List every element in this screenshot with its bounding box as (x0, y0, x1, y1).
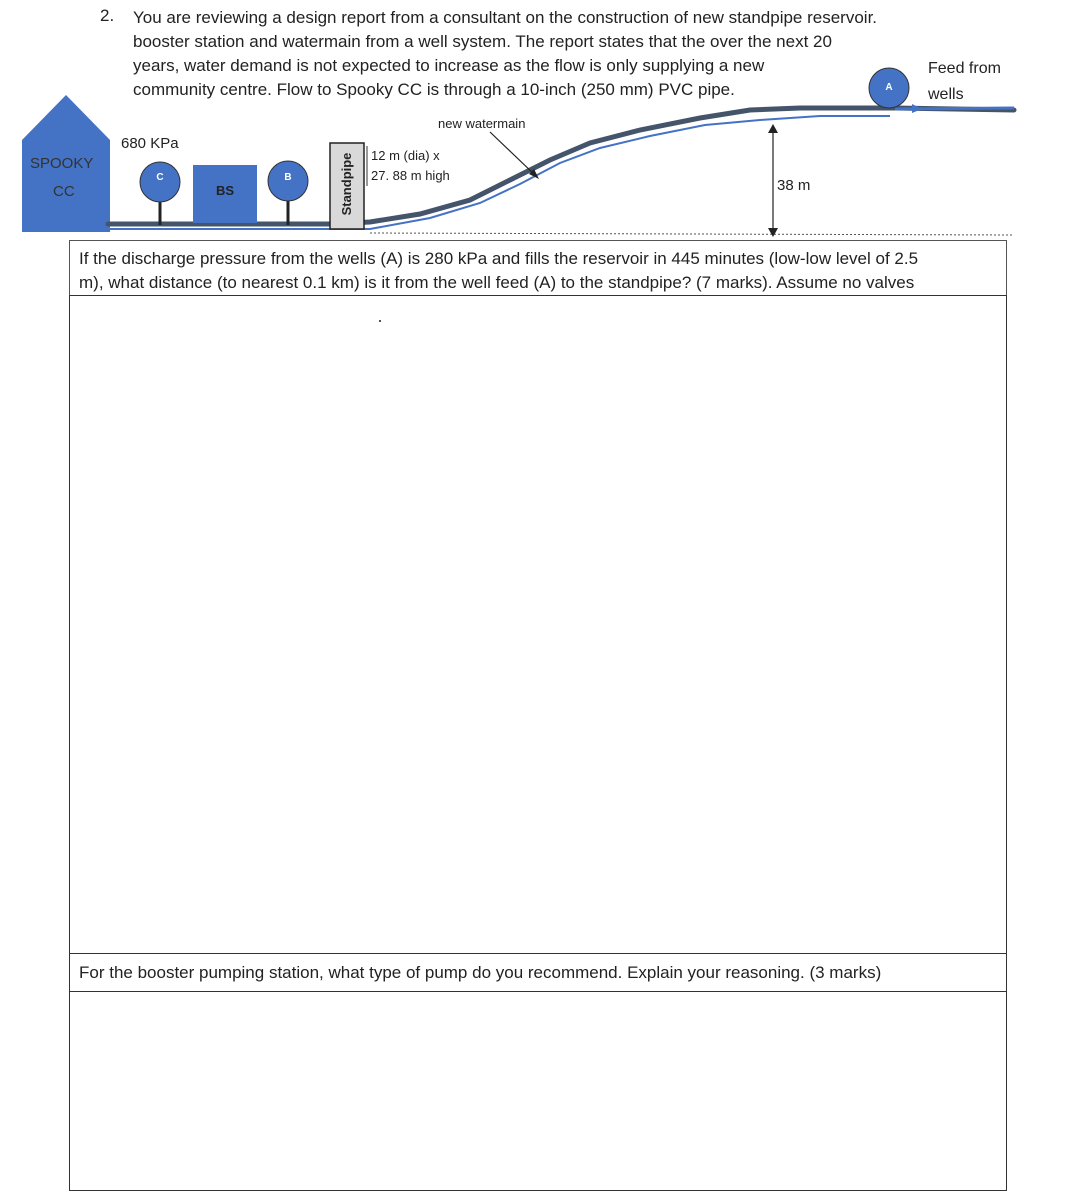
question-line-4: community centre. Flow to Spooky CC is through a 10-inch (250 mm) PVC pipe. (133, 80, 735, 99)
part-b-prompt-box (69, 953, 1007, 992)
node-c-label: C (156, 172, 164, 183)
node-b-label: B (284, 172, 292, 183)
feed-label-line2: wells (928, 86, 964, 103)
spooky-label-line2: CC (53, 183, 75, 200)
spooky-label-line1: SPOOKY (30, 155, 94, 172)
watermain-pointer (490, 132, 536, 176)
standpipe-label: Standpipe (339, 152, 354, 216)
node-a-label: A (885, 82, 893, 93)
stray-mark (379, 320, 381, 322)
question-line-3: years, water demand is not expected to increase as the flow is only supplying a new (133, 56, 765, 75)
part-b-answer-area[interactable] (69, 991, 1007, 1191)
system-diagram (0, 0, 1069, 245)
question-line-1: You are reviewing a design report from a consultant on the construction of new standpipe reservoir. (133, 8, 878, 27)
question-line-2: booster station and watermain from a well system. The report states that the over the next 20 (133, 32, 832, 51)
part-b-prompt: For the booster pumping station, what type of pump do you recommend. Explain your reasoning. (3 marks) (79, 963, 882, 982)
part-a-answer-area[interactable] (69, 295, 1007, 954)
part-a-prompt-box (69, 240, 1007, 296)
feed-label-line1: Feed from (928, 60, 1001, 77)
question-number: 2. (100, 6, 115, 25)
part-a-prompt-line1: If the discharge pressure from the wells (A) is 280 kPa and fills the reservoir in 445 minutes (low-low level of 2.5 (79, 249, 919, 268)
elevation-arrow-bottom-icon (768, 228, 778, 237)
part-a-prompt-line2: m), what distance (to nearest 0.1 km) is it from the well feed (A) to the standpipe? (7 marks). Assume no valves (79, 273, 915, 292)
feed-arrow-icon (912, 104, 922, 113)
booster-station-label: BS (215, 183, 235, 198)
elevation-label: 38 m (777, 177, 811, 194)
ground-line (370, 233, 1014, 235)
pressure-label: 680 KPa (121, 135, 179, 152)
standpipe-dims-line1: 12 m (dia) x (371, 148, 440, 163)
standpipe-dims-line2: 27. 88 m high (371, 168, 450, 183)
elevation-arrow-top-icon (768, 124, 778, 133)
watermain-label: new watermain (438, 116, 526, 131)
